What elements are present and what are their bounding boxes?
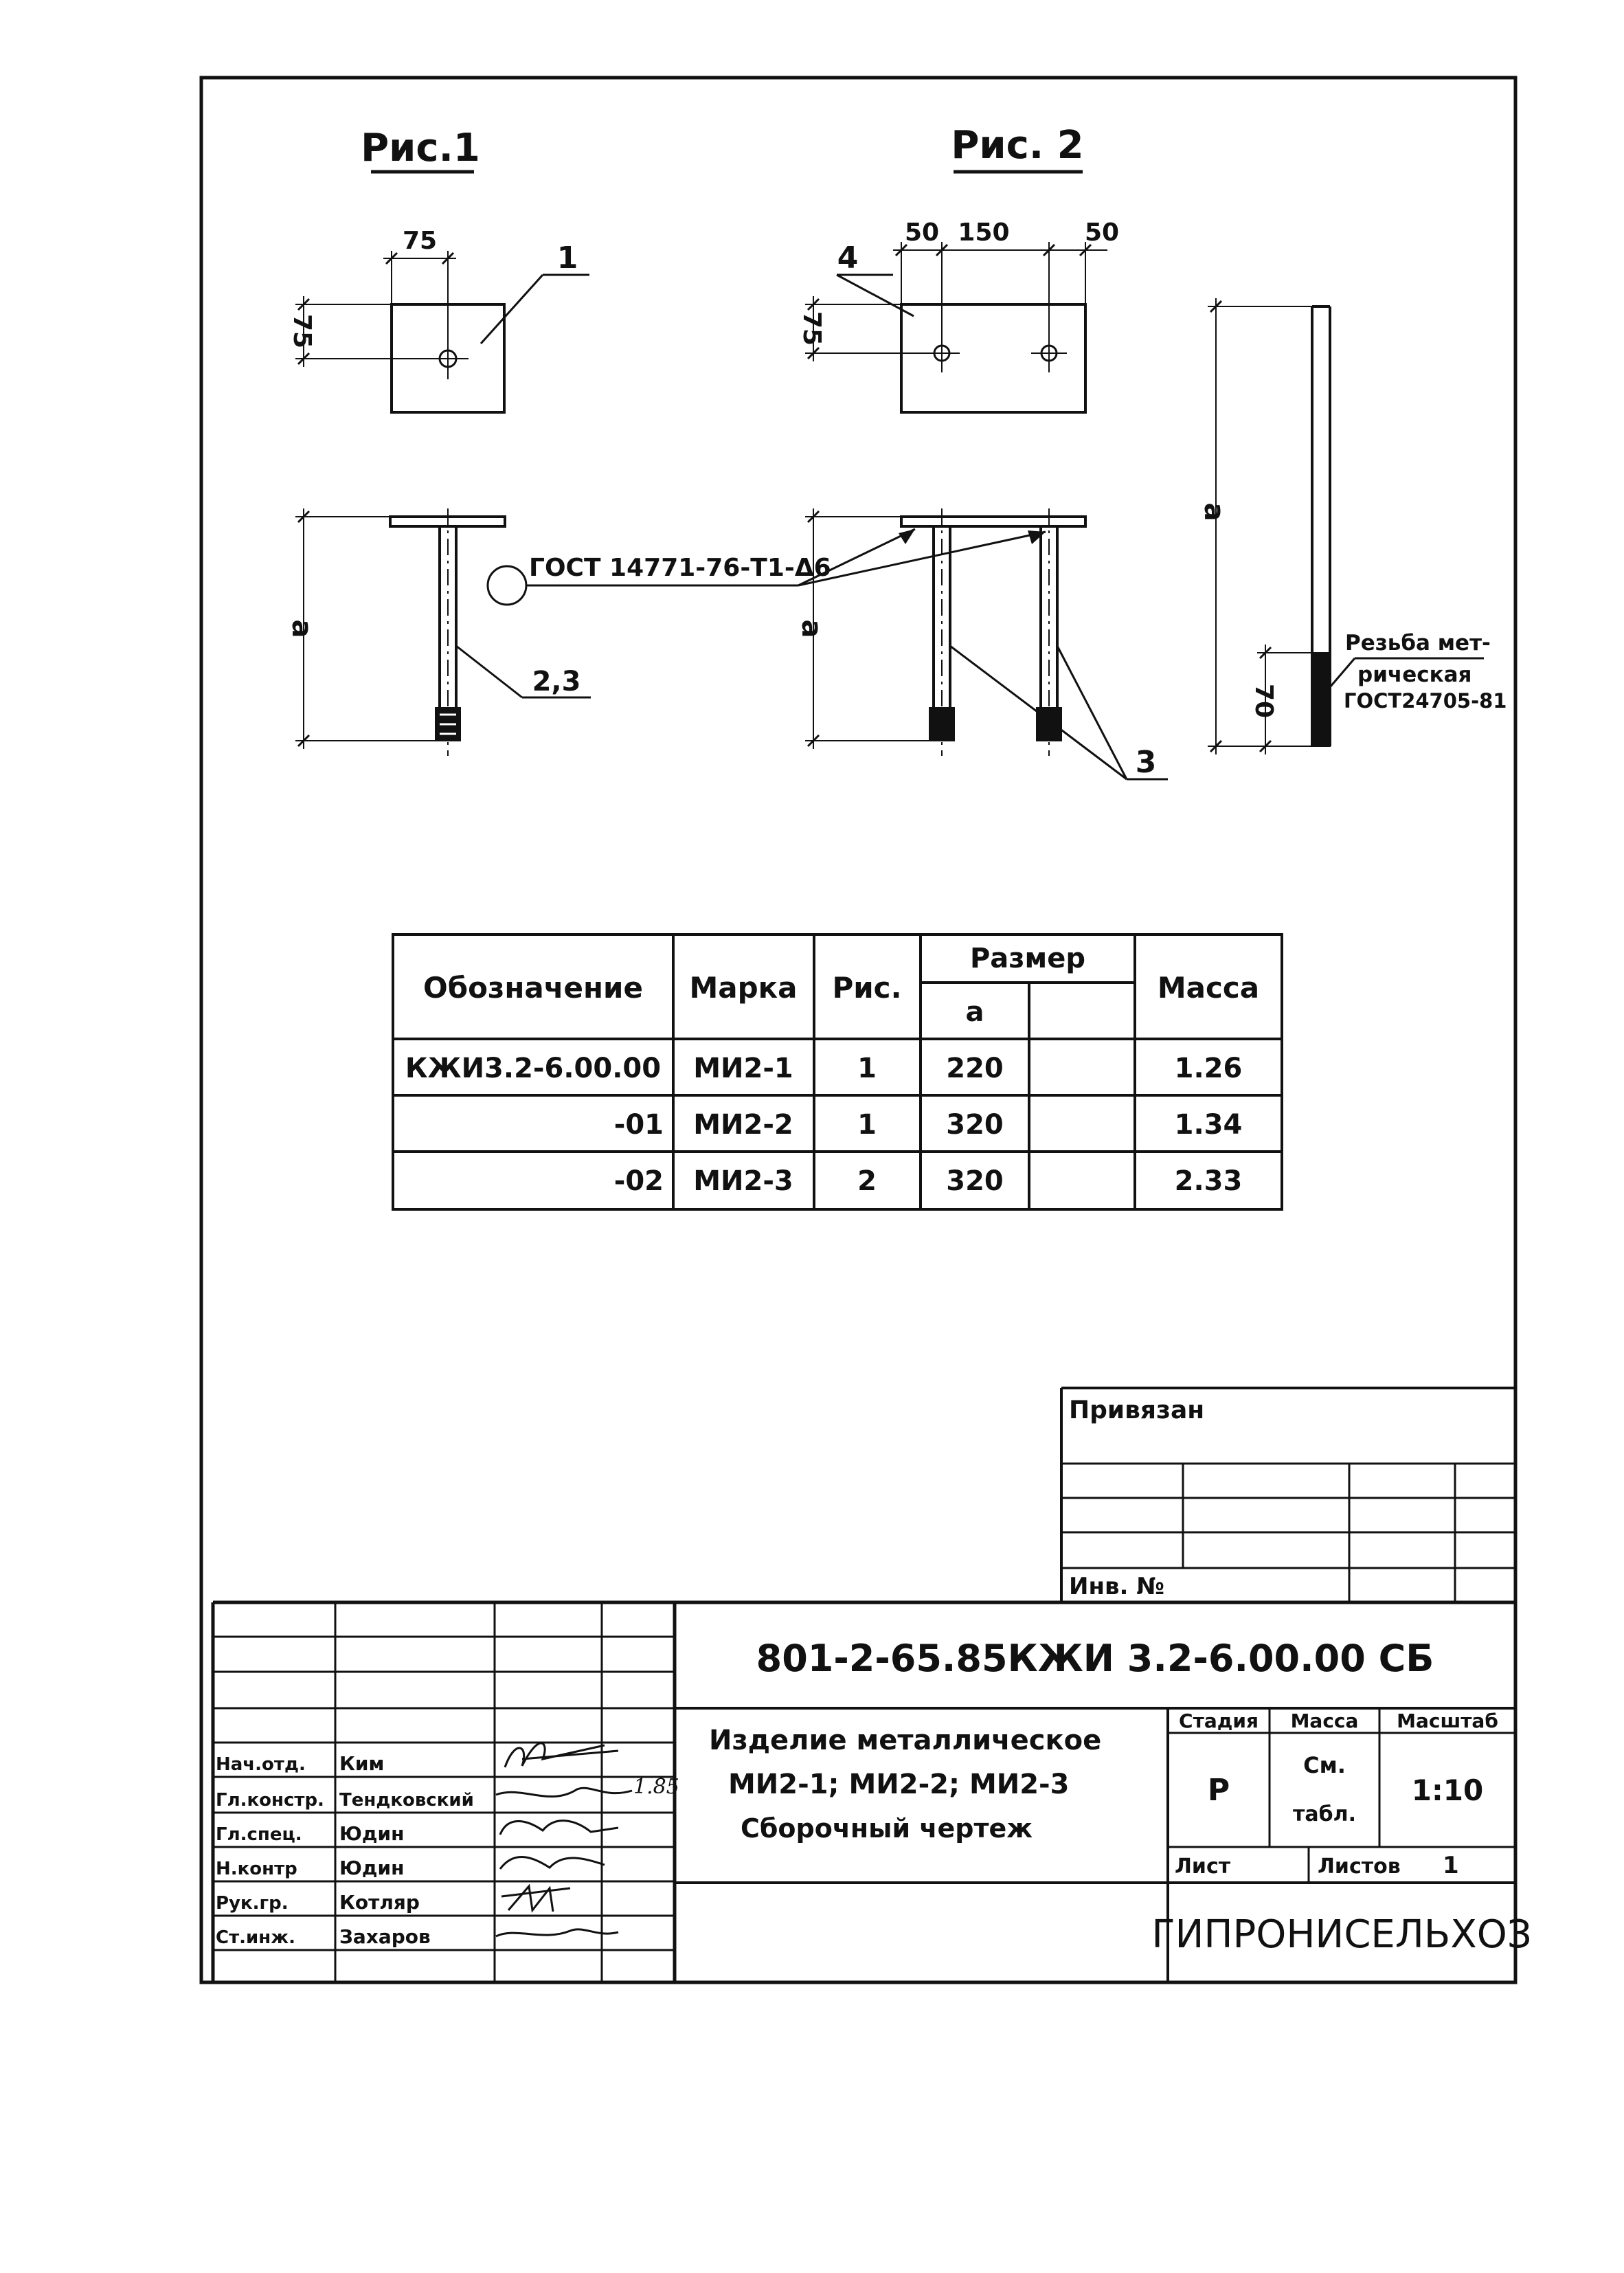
role-3: Гл.спец. (216, 1824, 302, 1845)
row3-designation: -02 (613, 1165, 664, 1197)
name-5: Котляр (339, 1891, 420, 1914)
fig1-callout-rods: 2,3 (532, 666, 581, 697)
name-6: Захаров (339, 1925, 431, 1948)
fig1-dim-a: a (286, 619, 317, 638)
fig2-dim-left: 50 (904, 219, 940, 247)
sheets-value: 1 (1443, 1852, 1459, 1879)
row1-mark: МИ2-1 (693, 1053, 793, 1084)
th-designation: Обозначение (423, 971, 643, 1005)
role-1: Нач.отд. (216, 1754, 306, 1775)
th-size: Размер (969, 943, 1086, 974)
fig2-dim-middle: 150 (958, 219, 1010, 247)
rod-dim-a: a (1198, 502, 1230, 522)
role-4: Н.контр (216, 1859, 297, 1879)
row3-mark: МИ2-3 (693, 1165, 793, 1197)
row2-a: 320 (946, 1109, 1004, 1141)
signatures (496, 1743, 632, 1936)
sheet-frame (201, 78, 1515, 1982)
mass-header: Масса (1290, 1710, 1359, 1732)
mass-value-line2: табл. (1293, 1802, 1356, 1826)
row2-mass: 1.34 (1174, 1109, 1243, 1141)
row2-mark: МИ2-2 (693, 1109, 793, 1141)
fig1-callout-plate: 1 (556, 240, 578, 276)
rod-note-line3: ГОСТ24705-81 (1344, 689, 1507, 713)
th-mark: Марка (689, 971, 798, 1005)
row1-fig: 1 (857, 1053, 877, 1084)
stage-value: Р (1207, 1773, 1230, 1808)
name-4: Юдин (339, 1857, 405, 1879)
weld-note-text: ГОСТ 14771-76-Т1-Δ6 (529, 554, 831, 582)
scale-header: Масштаб (1397, 1710, 1498, 1732)
rod-note-line2: рическая (1357, 662, 1472, 687)
row1-a: 220 (946, 1053, 1004, 1084)
binding-block (1061, 1388, 1515, 1602)
scale-value: 1:10 (1411, 1773, 1484, 1807)
fig2-title: Рис. 2 (951, 123, 1084, 168)
fig2-dim-a: a (796, 619, 827, 638)
stage-header: Стадия (1179, 1710, 1259, 1732)
sheets-label: Листов (1318, 1855, 1401, 1879)
row3-fig: 2 (857, 1165, 877, 1197)
rod-dim-thread: 70 (1250, 683, 1278, 719)
document-code: 801-2-65.85КЖИ 3.2-6.00.00 СБ (756, 1637, 1434, 1680)
row3-a: 320 (946, 1165, 1004, 1197)
row1-designation: КЖИ3.2-6.00.00 (405, 1053, 662, 1084)
inv-label: Инв. № (1069, 1573, 1165, 1600)
rod-thread (1312, 653, 1330, 746)
row1-mass: 1.26 (1174, 1053, 1243, 1084)
rod-note-line1: Резьба мет- (1345, 631, 1491, 656)
binding-label: Привязан (1069, 1396, 1205, 1424)
fig2-plate-plan (901, 304, 1085, 412)
title-line-3: Сборочный чертеж (741, 1813, 1033, 1844)
mass-value-line1: См. (1303, 1752, 1346, 1778)
fig1-title: Рис.1 (361, 126, 480, 170)
row3-mass: 2.33 (1174, 1165, 1243, 1197)
date-note: 1.85 (633, 1775, 679, 1799)
name-2: Тендковский (339, 1790, 474, 1811)
th-size-a: a (965, 996, 984, 1028)
fig2-callout-plate: 4 (837, 240, 859, 276)
name-1: Ким (339, 1752, 385, 1775)
weld-note (526, 529, 1046, 585)
title-line-1: Изделие металлическое (709, 1725, 1102, 1756)
role-2: Гл.констр. (216, 1790, 324, 1811)
figure-1 (286, 126, 591, 756)
title-block (213, 1602, 1532, 1982)
rod-detail (1198, 298, 1507, 754)
sheet-label: Лист (1175, 1855, 1231, 1879)
th-fig: Рис. (832, 971, 902, 1005)
spec-table (393, 934, 1282, 1209)
name-3: Юдин (339, 1822, 405, 1845)
fig1-dim-width: 75 (402, 227, 438, 255)
fig1-dim-height: 75 (288, 313, 316, 349)
fig2-dim-height: 75 (798, 311, 826, 346)
row2-fig: 1 (857, 1109, 877, 1141)
th-mass: Масса (1157, 971, 1260, 1005)
organization: ГИПРОНИСЕЛЬХОЗ (1151, 1912, 1532, 1957)
fig2-callout-rods: 3 (1135, 745, 1157, 780)
role-5: Рук.гр. (216, 1893, 289, 1914)
fig2-plate-section (901, 517, 1085, 526)
fig2-dim-right: 50 (1084, 219, 1120, 247)
title-line-2: МИ2-1; МИ2-2; МИ2-3 (728, 1769, 1070, 1800)
figure-2 (796, 123, 1168, 780)
row2-designation: -01 (613, 1109, 664, 1141)
role-6: Ст.инж. (216, 1927, 295, 1948)
